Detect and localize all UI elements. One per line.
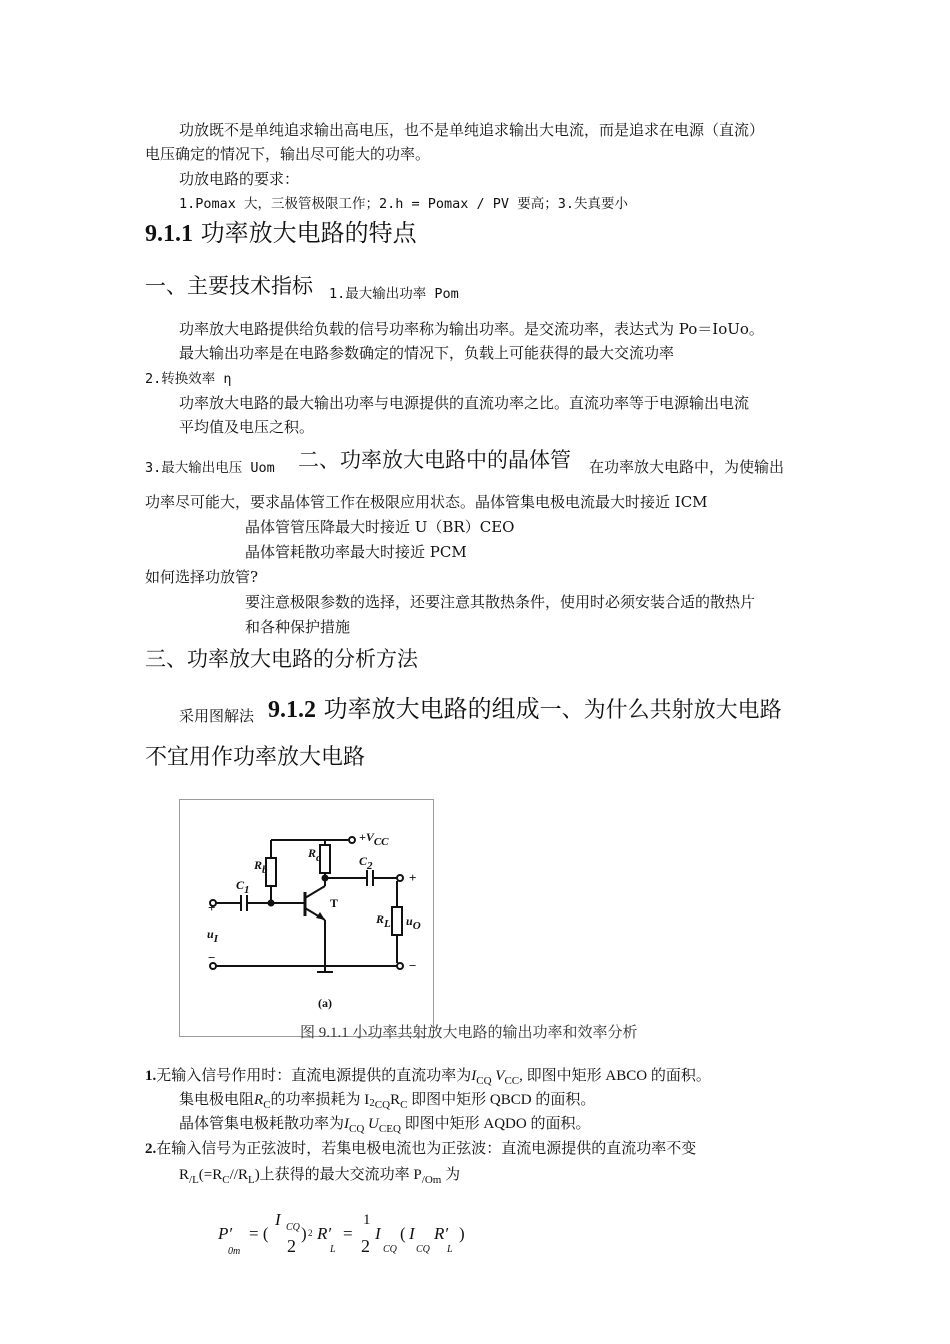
- part2-desc1: 在功率放大电路中，为使输出: [589, 458, 785, 476]
- rb-label: Rb: [254, 858, 268, 876]
- circuit-figure: [179, 799, 434, 1037]
- part1-item2-desc1: 功率放大电路的最大输出功率与电源提供的直流功率之比。直流功率等于电源输出电流: [179, 394, 750, 412]
- part1-item1: 1.最大输出功率 Pom: [329, 286, 459, 302]
- c1-label: C1: [236, 878, 250, 896]
- vcc-label: +VCC: [359, 830, 389, 848]
- ui-label: uI: [207, 927, 218, 945]
- figure-caption: 图 9.1.1 小功率共射放大电路的输出功率和效率分析: [300, 1025, 638, 1041]
- transistor-label: T: [330, 896, 339, 910]
- analysis-point1: 1.无输入信号作用时：直流电源提供的直流功率为$I_{CQ}$ $V_{CC}$, 即图中矩形 ABCO 的面积。: [145, 1068, 711, 1087]
- input-minus-label: −: [208, 950, 216, 965]
- analysis-point1-rc: 集电极电阻$R_C$的功率损耗为 $I2_{CQ}R_C$ 即图中矩形 QBCD 的面积。: [179, 1092, 596, 1111]
- formula-i3-sub: CQ: [416, 1244, 430, 1255]
- common-emitter-circuit-diagram: [180, 800, 433, 1036]
- formula-i1: I: [275, 1210, 281, 1229]
- analysis-point1-transistor: 晶体管集电极耗散功率为$I_{CQ}$ $U_{CEQ}$ 即图中矩形 AQDO 的面积。: [179, 1116, 591, 1135]
- formula-eq2: =: [343, 1224, 353, 1243]
- part2-heading: 二、功率放大电路中的晶体管: [298, 448, 571, 472]
- part1-item2-desc2: 平均值及电压之积。: [179, 418, 315, 436]
- output-minus-label: −: [409, 958, 417, 973]
- section-number: 9.1.2: [268, 697, 316, 723]
- requirements-title: 功放电路的要求：: [179, 170, 300, 188]
- subfigure-tag: (a): [318, 996, 332, 1010]
- output-plus-label: +: [409, 870, 417, 885]
- formula-den-2: 2: [287, 1236, 296, 1256]
- part1-item2: 2.转换效率 η: [145, 371, 232, 387]
- formula-r3: R′: [434, 1224, 449, 1243]
- formula-eq1: = (: [249, 1224, 269, 1243]
- part2-answer2: 和各种保护措施: [245, 618, 351, 636]
- formula-r3-sub: L: [447, 1244, 453, 1255]
- section-title: 功率放大电路的组成: [323, 695, 540, 723]
- uo-label: uO: [406, 914, 421, 932]
- formula-i3: I: [409, 1224, 415, 1243]
- formula-i2: I: [375, 1224, 381, 1243]
- part1-heading: 一、主要技术指标: [145, 274, 313, 298]
- formula-end: ): [459, 1224, 465, 1243]
- intro-paragraph-line1: 功放既不是单纯追求输出高电压，也不是单纯追求输出大电流，而是追求在电源（直流）: [179, 121, 765, 139]
- formula-half-num: 1: [363, 1212, 371, 1228]
- rl-label: RL: [376, 912, 391, 930]
- section-9-1-2-heading: [268, 694, 782, 726]
- rc-label: Rc: [308, 846, 321, 864]
- part2-desc2: 功率尽可能大，要求晶体管工作在极限应用状态。晶体管集电极电流最大时接近 ICM: [145, 493, 708, 511]
- section-subtitle-1: 一、为什么共射放大电路: [539, 698, 782, 723]
- formula-i1-sub: CQ: [286, 1222, 300, 1233]
- part1-item1-desc1: 功率放大电路提供给负载的信号功率称为输出功率。是交流功率，表达式为 Po＝IoUo。: [179, 320, 764, 338]
- part2-answer1: 要注意极限参数的选择，还要注意其散热条件，使用时必须安装合适的散热片: [245, 593, 756, 611]
- formula-p-sub: 0m: [228, 1246, 241, 1257]
- c2-label: C2: [359, 854, 373, 872]
- section-title: 功率放大电路的特点: [200, 219, 417, 247]
- formula-half-den: 2: [361, 1236, 370, 1256]
- part2-question: 如何选择功放管?: [145, 568, 259, 586]
- section-subtitle-2: 不宜用作功率放大电路: [145, 745, 366, 770]
- input-plus-label: +: [208, 900, 216, 915]
- analysis-point2: 2.在输入信号为正弦波时，若集电极电流也为正弦波：直流电源提供的直流功率不变: [145, 1141, 697, 1157]
- analysis-point2-load: $R_{/L}(=R_C//R_L)$上获得的最大交流功率 $P_{/Om}$ 为: [179, 1167, 461, 1186]
- intro-paragraph-line2: 电压确定的情况下，输出尽可能大的功率。: [145, 145, 431, 163]
- formula-rl-sub: L: [330, 1244, 336, 1255]
- max-ac-power-formula: [215, 1210, 475, 1260]
- part1-item3: 3.最大输出电压 Uom: [145, 460, 275, 476]
- formula-open: (: [400, 1224, 406, 1243]
- section-number: 9.1.1: [145, 221, 193, 247]
- part1-item1-desc2: 最大输出功率是在电路参数确定的情况下，负载上可能获得的最大交流功率: [179, 344, 675, 362]
- formula-rl: R′: [317, 1224, 332, 1243]
- formula-i2-sub: CQ: [383, 1244, 397, 1255]
- requirements-list: 1.Pomax 大，三极管极限工作；2.h = Pomax / PV 要高；3.失真要小: [179, 196, 628, 212]
- part3-heading: 三、功率放大电路的分析方法: [145, 647, 418, 671]
- part2-desc4: 晶体管耗散功率最大时接近 PCM: [245, 543, 467, 561]
- part3-method: 采用图解法: [179, 707, 255, 725]
- formula-close: ): [301, 1224, 307, 1243]
- formula-p: P′: [218, 1224, 233, 1243]
- formula-square: 2: [308, 1228, 313, 1238]
- part2-desc3: 晶体管管压降最大时接近 U（BR）CEO: [245, 518, 515, 536]
- section-9-1-1-heading: [145, 218, 417, 249]
